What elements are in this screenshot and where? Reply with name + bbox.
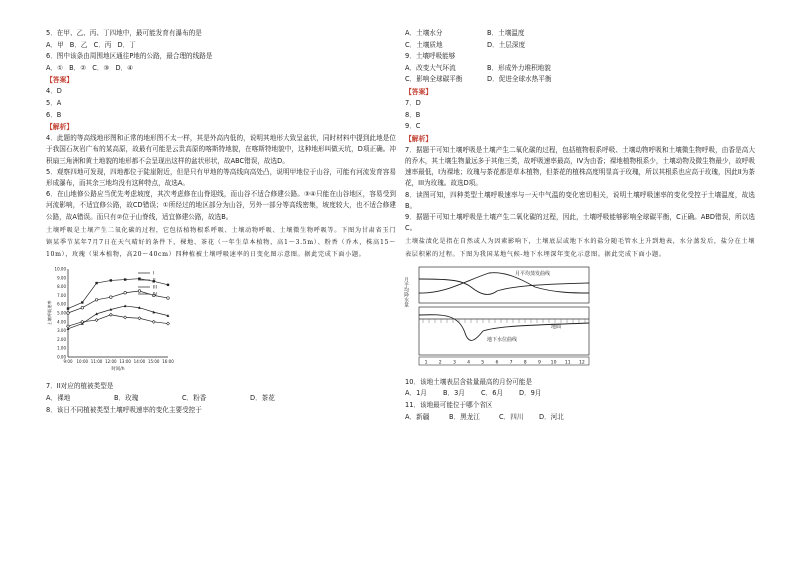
y-tick-label: 3.00: [57, 328, 66, 334]
y-tick-label: 1.00: [57, 346, 66, 352]
data-point: [81, 302, 83, 304]
question-7: 7．II对应的植被类型是: [46, 382, 114, 391]
y-tick-label: 9.00: [57, 275, 66, 281]
legend-label: II: [153, 278, 156, 284]
data-point: [167, 297, 170, 300]
data-point: [67, 325, 70, 328]
month-tick-label: 8: [523, 360, 527, 366]
answer-6: 6．B: [46, 110, 62, 119]
option-b[interactable]: B．黑龙江: [449, 412, 480, 421]
answer-4: 4．D: [46, 87, 62, 96]
bottom-panel-frame: [419, 307, 589, 355]
option-c[interactable]: C．影响全球碳平衡: [405, 75, 463, 84]
option-d[interactable]: D．土层深度: [487, 40, 526, 49]
answer-tag: 【答案】: [405, 87, 433, 96]
analysis-tag: 【解析】: [46, 123, 74, 132]
month-tick-label: 4: [467, 360, 471, 366]
option-b[interactable]: B．3月: [443, 389, 465, 398]
month-axis: [419, 357, 589, 365]
data-point: [110, 296, 113, 299]
question-9: 9．土壤呼吸能够: [405, 52, 456, 61]
explanation-8: 8．读图可知，四种类型土壤呼吸速率与一天中气温的变化密切相关，说明土壤呼吸速率的变化受控于土壤温度，故选B。: [405, 190, 755, 210]
data-point: [81, 307, 84, 310]
y-tick-label: 2.00: [57, 337, 66, 343]
question-9-options-row-1: [405, 63, 755, 75]
x-tick-label: 15:00: [147, 359, 160, 365]
data-point: [95, 299, 98, 302]
data-point: [95, 282, 97, 284]
series-line-III: [68, 306, 168, 329]
ground-label: 地面: [551, 323, 562, 330]
option-a[interactable]: A．1月: [405, 389, 427, 398]
passage-intro: 土壤盐渍化是指在自然或人为因素影响下，土壤底层或地下水的盐分随毛管水上升到地表，水分蒸发后，盐分在土壤表层积累的过程。下图为我国某地气候-地下水埋深年变化示意图。据此完成下面小题。: [405, 238, 755, 258]
question-6: 6．图中该条由周围地区通往P地的公路，最合理的线路是: [46, 52, 213, 61]
left-column: [46, 28, 396, 416]
y-tick-label: 7.00: [57, 293, 66, 299]
question-8-options-row-1: [405, 28, 755, 40]
passage-intro: 土壤呼吸是土壤产生二氧化碳的过程，它包括植物根系呼吸、土壤动物呼吸、土壤微生物呼吸等。下图为甘肃省玉门镇某季节某年7月7日在天气晴好的条件下，裸地、茶花（一年生草本植物，高1～3.5m）、粉香（乔木，株高15～10m），玫瑰（果本植物，高20～40cm）四种植被土壤呼吸速率的日变化图示意图。据此完成下面小题。: [46, 226, 396, 259]
explanation-9: 9．据题干可知土壤呼吸是土壤产生二氧化碳的过程，因此，土壤呼吸能够影响全球碳平衡，C正确。ABD错误，所以选C。: [405, 212, 755, 233]
question-5-options: A．甲 B．乙 C．丙 D．丁: [46, 40, 136, 49]
question-5: 5．在甲、乙、丙、丁四地中，最可能发育有瀑布的是: [46, 29, 202, 37]
x-tick-label: 11:00: [90, 359, 103, 365]
month-tick-label: 6: [495, 360, 499, 366]
data-point: [109, 314, 112, 317]
right-column: [405, 28, 755, 423]
month-tick-label: 1: [424, 360, 428, 366]
month-tick-label: 7: [509, 360, 513, 366]
x-tick-label: 14:00: [133, 359, 146, 365]
x-tick-label: 13:00: [119, 359, 131, 365]
y-tick-label: 5.00: [57, 310, 66, 316]
answer-9: 9．C: [405, 122, 421, 131]
y-tick-label: 0.00: [57, 354, 66, 360]
option-d[interactable]: D．茶花: [250, 393, 275, 402]
legend-label: IV: [153, 292, 158, 298]
month-tick-label: 10: [550, 360, 557, 366]
question-10-options: [405, 388, 755, 400]
option-a[interactable]: A．改变大气环流: [405, 63, 456, 72]
data-point: [138, 290, 141, 293]
explanation-7: 7．据题干可知土壤呼吸是土壤产生二氧化碳的过程，包括植物根系呼吸、土壤动物呼吸和土壤微生物呼吸，由香是高大的乔木，其土壤生物量远多于其他三类，故呼吸速率最高，IV为由香；裸地植物根系少，土壤动物及微生物最少，故呼吸速率最低，I为裸地；玫瑰与茶花都是草本植物，但茶花的植株高度明显高于玫瑰，所以其根系也应高于玫瑰，因此II为茶花，III为玫瑰。故选D项。: [405, 145, 755, 188]
data-point: [124, 292, 127, 295]
month-tick-label: 5: [481, 360, 485, 366]
option-d[interactable]: D．河北: [539, 412, 564, 421]
hatch-band: [423, 319, 585, 323]
option-c[interactable]: C．粉香: [182, 393, 207, 402]
legend-label: III: [153, 285, 157, 291]
label-precip: 月平均降水量: [403, 276, 409, 307]
groundwater-svg: [405, 263, 605, 375]
groundwater-figure: [405, 263, 755, 375]
soil-respiration-chart: [46, 263, 396, 379]
option-d[interactable]: D．9月: [519, 389, 542, 398]
data-point: [110, 280, 112, 282]
data-point: [138, 317, 141, 320]
option-a[interactable]: A．土壤水分: [405, 29, 443, 37]
data-point: [95, 319, 98, 322]
data-point: [167, 284, 169, 286]
question-9-options-row-2: [405, 74, 755, 86]
explanation-6: 6．在山地修公路应当优先考虑坡度，其次考虑修在山脊迎线，而山谷不适合修建公路。③④只能在山谷地区，容易受到河流影响，不适宜修公路，故CD错误；①所经过的地区部分为山谷，另外一部分等高线密集，坡度较大，也不适合修建公路，故A错误。而只有②位于山脊线，适宜修建公路，故选B。: [46, 190, 396, 221]
y-tick-label: 6.00: [57, 302, 66, 308]
data-point: [138, 278, 140, 280]
month-tick-label: 12: [578, 360, 585, 366]
y-tick-label: 8.00: [57, 284, 66, 290]
explanation-4: 4．此题的等高线地形图和正常的地形图不太一样，其是外高内低的，说明其地形大致呈盆状，同时材料中提到此地是位于我国石灰岩广布的某高原，故最有可能是云贵高原的喀斯特地貌，在喀斯特地貌中，这种地形叫做天坑，D项正确。冲积扇三角洲和黄土地貌的地形都不会呈现出这样的盆状形状，故ABC错误，故选D。: [46, 134, 396, 165]
x-tick-label: 10:00: [76, 359, 89, 365]
option-a[interactable]: A．裸地: [46, 393, 71, 402]
x-axis-label: 时间/h: [111, 367, 125, 373]
month-tick-label: 3: [452, 360, 456, 366]
answer-8: 8．B: [405, 110, 421, 119]
y-tick-label: 4.00: [57, 319, 66, 325]
x-tick-label: 9:00: [63, 359, 73, 365]
month-tick-label: 2: [438, 360, 442, 366]
question-10: 10．该地土壤表层含盐量最高的月份可能是: [405, 377, 533, 386]
answer-7: 7．D: [405, 98, 421, 107]
legend-label: I: [153, 271, 155, 277]
x-tick-label: 16:00: [162, 359, 174, 365]
analysis-tag: 【解析】: [405, 134, 433, 143]
explanation-5: 5．观察四地可发现，四地都位于陡崖附近，但是只有甲地的等高线向高处凸，说明甲地位于山谷，可能有河流发育容易形成瀑布，而其余三地均没有这种特点，故选A。: [46, 167, 396, 187]
question-11: 11．该地最可能位于哪个省区: [405, 400, 493, 409]
chart-svg: [46, 263, 216, 379]
answer-tag: 【答案】: [46, 76, 74, 85]
answer-5: 5．A: [46, 98, 62, 107]
question-7-options: [46, 393, 396, 405]
data-point: [124, 316, 127, 319]
month-tick-label: 9: [537, 360, 541, 366]
data-point: [167, 322, 170, 325]
data-point: [67, 312, 70, 315]
option-b[interactable]: B．形成外力堆积地貌: [487, 63, 551, 72]
option-b[interactable]: B．玫瑰: [114, 393, 139, 402]
option-a[interactable]: A．新疆: [405, 412, 430, 421]
top-panel-frame: [419, 267, 589, 303]
y-axis-label: 土壤呼吸速率: [47, 300, 52, 326]
groundwater-label: 地下水位曲线: [487, 336, 518, 343]
evap-curve: [419, 272, 589, 292]
data-point: [124, 279, 126, 281]
option-d[interactable]: D．促进全球水热平衡: [487, 75, 552, 84]
question-8-options-row-2: [405, 40, 755, 52]
option-c[interactable]: C．土壤质地: [405, 40, 443, 49]
y-tick-label: 10.00: [54, 266, 66, 272]
question-8: 8．该日不同植被类型土壤呼吸速率的变化主要受控于: [46, 405, 202, 414]
option-c[interactable]: C．四川: [499, 412, 524, 421]
question-11-options: [405, 412, 755, 424]
evap-label: 月平均蒸发曲线: [515, 270, 551, 277]
option-c[interactable]: C．6月: [481, 389, 503, 398]
month-labels: [425, 359, 585, 365]
data-point: [67, 308, 69, 310]
question-6-options: A．① B．② C．③ D．④: [46, 63, 134, 72]
data-point: [152, 321, 155, 324]
x-tick-label: 12:00: [105, 359, 117, 365]
option-b[interactable]: B．土壤温度: [487, 29, 525, 37]
month-tick-label: 11: [564, 360, 571, 366]
